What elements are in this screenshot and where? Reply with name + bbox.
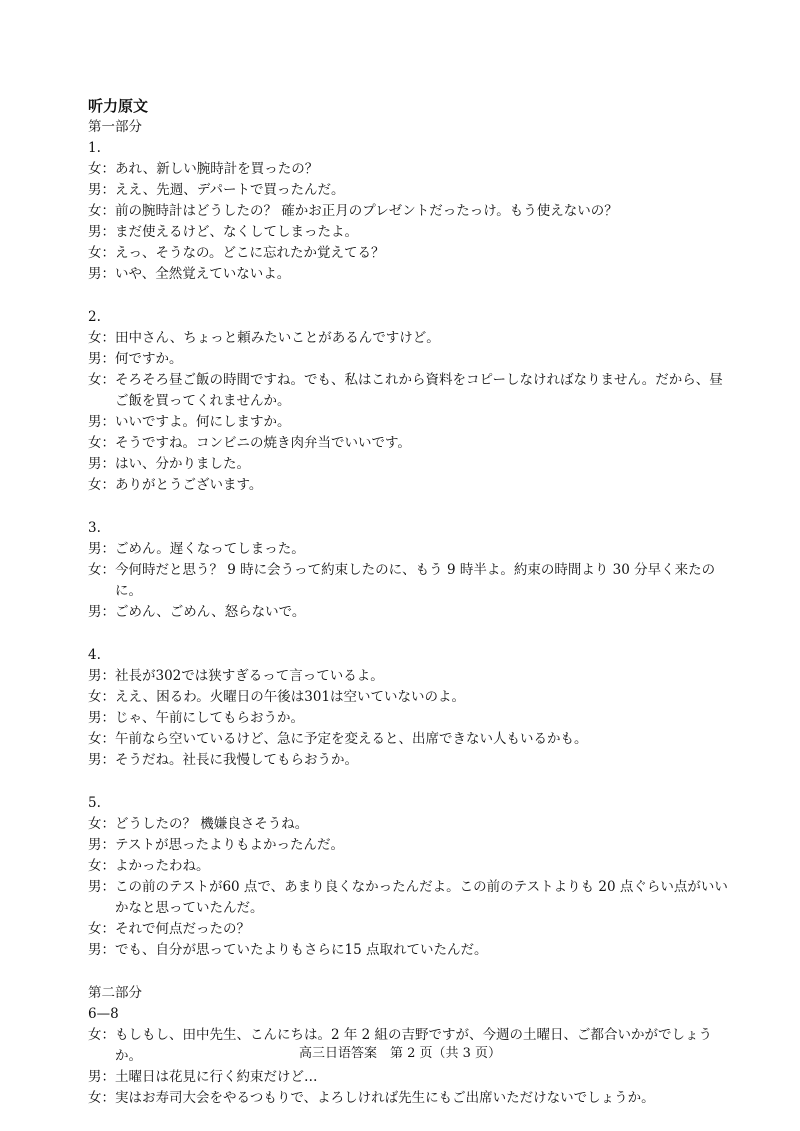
line-text: ごめん、ごめん、怒らないで。 [115, 604, 306, 620]
line-text: この前のテストが60 点で、あまり良くなかったんだよ。この前のテストよりも 20 点ぐらい点がいいかなと思っていたんだ。 [115, 879, 728, 916]
line-text: えっ、そうなの。どこに忘れたか覚えてる？ [115, 245, 385, 261]
line-text: そうだね。社長に我慢してもらおうか。 [115, 752, 358, 768]
dialog-number: 1. [88, 140, 101, 156]
page-footer: 高三日语答案 第 2 页（共 3 页） [298, 1046, 502, 1061]
part-label: 第二部分 [88, 985, 142, 1001]
speaker: 男： [88, 414, 115, 430]
dialog-line [88, 222, 728, 243]
line-text: まだ使えるけど、なくしてしまったよ。 [115, 224, 358, 240]
speaker: 男： [88, 710, 115, 726]
dialog-line [88, 1088, 728, 1109]
speaker: 男： [88, 942, 115, 958]
line-text: そうですね。コンビニの焼き肉弁当でいいです。 [115, 435, 411, 451]
line-text: 午前なら空いているけど、急に予定を変えると、出席できない人もいるかも。 [115, 731, 588, 747]
line-text: ええ、困るわ。火曜日の午後は301は空いていないのよ。 [115, 689, 466, 705]
dialog-2 [88, 307, 728, 496]
speaker: 女： [88, 731, 115, 747]
line-text: 田中さん、ちょっと頼みたいことがあるんですけど。 [115, 330, 440, 346]
dialog-line [88, 729, 728, 750]
line-text: テストが思ったよりもよかったんだ。 [115, 837, 344, 853]
line-text: 実はお寿司大会をやるつもりで、よろしければ先生にもご出席いただけないでしょうか。 [115, 1090, 655, 1106]
dialog-line [88, 539, 728, 560]
line-text: よかったわね。 [115, 858, 210, 874]
dialog-line [88, 560, 728, 602]
dialog-1 [88, 138, 728, 285]
speaker: 女： [88, 477, 115, 493]
speaker: 女： [88, 689, 115, 705]
dialog-line [88, 328, 728, 349]
speaker: 男： [88, 351, 115, 367]
dialog-line [88, 159, 728, 180]
speaker: 男： [88, 752, 115, 768]
document-body [88, 96, 728, 1131]
dialog-line [88, 687, 728, 708]
line-text: いいですよ。何にしますか。 [115, 414, 291, 430]
dialog-number: 6—8 [88, 1006, 119, 1022]
speaker: 女： [88, 372, 115, 388]
speaker: 女： [88, 203, 115, 219]
speaker: 女： [88, 1027, 115, 1043]
speaker: 男： [88, 182, 115, 198]
dialog-line [88, 349, 728, 370]
speaker: 男： [88, 604, 115, 620]
dialog-line [88, 1067, 728, 1088]
line-text: でも、自分が思っていたよりもさらに15 点取れていたんだ。 [115, 942, 488, 958]
dialog-line [88, 666, 728, 687]
dialog-line [88, 201, 728, 222]
part-label: 第一部分 [88, 119, 142, 135]
line-text: 社長が302では狭すぎるって言っているよ。 [115, 668, 384, 684]
line-text: 何ですか。 [115, 351, 183, 367]
line-text: ごめん。遅くなってしまった。 [115, 541, 305, 557]
speaker: 男： [88, 879, 115, 895]
dialog-line [88, 940, 728, 961]
dialog-line [88, 814, 728, 835]
dialog-line [88, 370, 728, 412]
speaker: 男： [88, 456, 115, 472]
dialog-line [88, 919, 728, 940]
speaker: 男： [88, 1069, 115, 1085]
speaker: 女： [88, 435, 115, 451]
dialog-3 [88, 518, 728, 623]
speaker: 女： [88, 245, 115, 261]
dialog-number: 4. [88, 647, 101, 663]
line-text: はい、分かりました。 [115, 456, 250, 472]
part-1 [88, 117, 728, 961]
speaker: 女： [88, 921, 115, 937]
dialog-number: 2. [88, 309, 101, 325]
dialog-line [88, 708, 728, 729]
dialog-5 [88, 793, 728, 961]
line-text: もしもし、田中先生、こんにちは。2 年 2 組の吉野ですが、今週の土曜日、ご都合いかがでしょうか。 [115, 1027, 713, 1064]
dialog-number: 3. [88, 520, 101, 536]
line-text: どうしたの？ 機嫌良さそうね。 [115, 816, 309, 832]
dialog-line [88, 264, 728, 285]
speaker: 女： [88, 858, 115, 874]
speaker: 男： [88, 541, 115, 557]
speaker: 女： [88, 562, 115, 578]
speaker: 男： [88, 668, 115, 684]
dialog-line [88, 180, 728, 201]
line-text: ええ、先週、デパートで買ったんだ。 [115, 182, 345, 198]
line-text: それで何点だったの？ [115, 921, 250, 937]
line-text: いや、全然覚えていないよ。 [115, 266, 291, 282]
line-text: 土曜日は花見に行く約束だけど… [115, 1069, 318, 1085]
line-text: あれ、新しい腕時計を買ったの？ [115, 161, 319, 177]
dialog-line [88, 856, 728, 877]
dialog-4 [88, 645, 728, 771]
line-text: ありがとうございます。 [115, 477, 263, 493]
line-text: そろそろ昼ご飯の時間ですね。でも、私はこれから資料をコピーしなければなりません。だから、昼ご飯を買ってくれませんか。 [115, 372, 723, 409]
document-title: 听力原文 [88, 97, 149, 115]
speaker: 女： [88, 816, 115, 832]
dialog-line [88, 835, 728, 856]
dialog-number: 5. [88, 795, 101, 811]
dialog-line [88, 412, 728, 433]
dialog-line [88, 243, 728, 264]
dialog-line [88, 877, 728, 919]
speaker: 男： [88, 837, 115, 853]
line-text: 今何時だと思う？ 9 時に会うって約束したのに、もう 9 時半よ。約束の時間より 30 分早く来たのに。 [115, 562, 716, 599]
speaker: 女： [88, 330, 115, 346]
dialog-line [88, 454, 728, 475]
dialog-line [88, 750, 728, 771]
speaker: 女： [88, 161, 115, 177]
dialog-line [88, 433, 728, 454]
line-text: じゃ、午前にしてもらおうか。 [115, 710, 304, 726]
line-text: 前の腕時計はどうしたの？ 確かお正月のプレゼントだったっけ。もう使えないの？ [115, 203, 618, 219]
speaker: 女： [88, 1090, 115, 1106]
dialog-line [88, 475, 728, 496]
speaker: 男： [88, 224, 115, 240]
speaker: 男： [88, 266, 115, 282]
dialog-line [88, 602, 728, 623]
